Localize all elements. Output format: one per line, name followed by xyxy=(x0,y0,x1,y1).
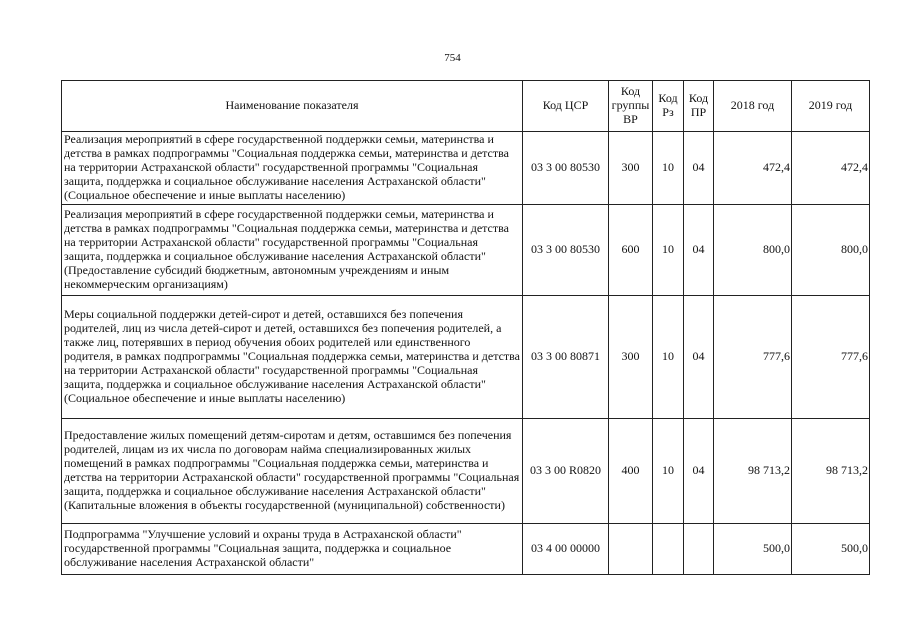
header-vr: Код группы ВР xyxy=(609,81,653,132)
row-2018: 472,4 xyxy=(714,132,792,205)
table-row xyxy=(62,205,870,296)
header-2019: 2019 год xyxy=(792,81,870,132)
row-2018: 777,6 xyxy=(714,296,792,419)
table-row xyxy=(62,296,870,419)
row-rz: 10 xyxy=(653,419,684,524)
page-number: 754 xyxy=(444,52,461,64)
row-pr: 04 xyxy=(684,132,714,205)
row-csr: 03 3 00 80530 xyxy=(523,205,609,296)
row-pr: 04 xyxy=(684,296,714,419)
row-2019: 800,0 xyxy=(792,205,870,296)
row-rz: 10 xyxy=(653,296,684,419)
row-name: Подпрограмма "Улучшение условий и охраны труда в Астраханской области" государственной программы "Социальная защита, поддержка и социальное обслуживание населения Астраханской области" xyxy=(62,524,523,575)
row-csr: 03 3 00 80530 xyxy=(523,132,609,205)
row-name: Реализация мероприятий в сфере государственной поддержки семьи, материнства и детства в рамках подпрограммы "Социальная поддержка семьи, материнства и детства на территории Астраханской области" государственной программы "Социальная защита, поддержка и социальное обслуживание населения Астраханской области" (Предоставление субсидий бюджетным, автономным учреждениям и иным некоммерческим организациям) xyxy=(62,205,523,296)
row-pr: 04 xyxy=(684,205,714,296)
row-name: Предоставление жилых помещений детям-сиротам и детям, оставшимся без попечения родителей, лицам из их числа по договорам найма специализированных жилых помещений в рамках подпрограммы "Социальная поддержка семьи, материнства и детства на территории Астраханской области" государственной программы "Социальная защита, поддержка и социальное обслуживание населения Астраханской области" (Капитальные вложения в объекты государственной (муниципальной) собственности) xyxy=(62,419,523,524)
budget-table xyxy=(61,80,870,575)
row-pr: 04 xyxy=(684,419,714,524)
row-2019: 777,6 xyxy=(792,296,870,419)
header-rz: Код Рз xyxy=(653,81,684,132)
row-2019: 500,0 xyxy=(792,524,870,575)
row-vr: 300 xyxy=(609,296,653,419)
row-csr: 03 3 00 80871 xyxy=(523,296,609,419)
table-row xyxy=(62,419,870,524)
table-row xyxy=(62,524,870,575)
header-name: Наименование показателя xyxy=(62,81,523,132)
row-csr: 03 4 00 00000 xyxy=(523,524,609,575)
row-name: Реализация мероприятий в сфере государственной поддержки семьи, материнства и детства в рамках подпрограммы "Социальная поддержка семьи, материнства и детства на территории Астраханской области" государственной программы "Социальная защита, поддержка и социальное обслуживание населения Астраханской области" (Социальное обеспечение и иные выплаты населению) xyxy=(62,132,523,205)
row-2018: 98 713,2 xyxy=(714,419,792,524)
row-pr xyxy=(684,524,714,575)
row-2019: 472,4 xyxy=(792,132,870,205)
row-rz xyxy=(653,524,684,575)
row-name: Меры социальной поддержки детей-сирот и детей, оставшихся без попечения родителей, лиц из числа детей-сирот и детей, оставшихся без попечения родителей, а также лиц, потерявших в период обучения обоих родителей или единственного родителя, в рамках подпрограммы "Социальная поддержка семьи, материнства и детства на территории Астраханской области" государственной программы "Социальная защита, поддержка и социальное обслуживание населения Астраханской области" (Социальное обеспечение и иные выплаты населению) xyxy=(62,296,523,419)
row-2018: 800,0 xyxy=(714,205,792,296)
row-2018: 500,0 xyxy=(714,524,792,575)
row-2019: 98 713,2 xyxy=(792,419,870,524)
header-csr: Код ЦСР xyxy=(523,81,609,132)
row-vr: 600 xyxy=(609,205,653,296)
table-row xyxy=(62,132,870,205)
header-pr: Код ПР xyxy=(684,81,714,132)
row-vr: 300 xyxy=(609,132,653,205)
row-rz: 10 xyxy=(653,132,684,205)
row-vr xyxy=(609,524,653,575)
row-rz: 10 xyxy=(653,205,684,296)
row-csr: 03 3 00 R0820 xyxy=(523,419,609,524)
header-2018: 2018 год xyxy=(714,81,792,132)
table-header-row xyxy=(62,81,870,132)
row-vr: 400 xyxy=(609,419,653,524)
